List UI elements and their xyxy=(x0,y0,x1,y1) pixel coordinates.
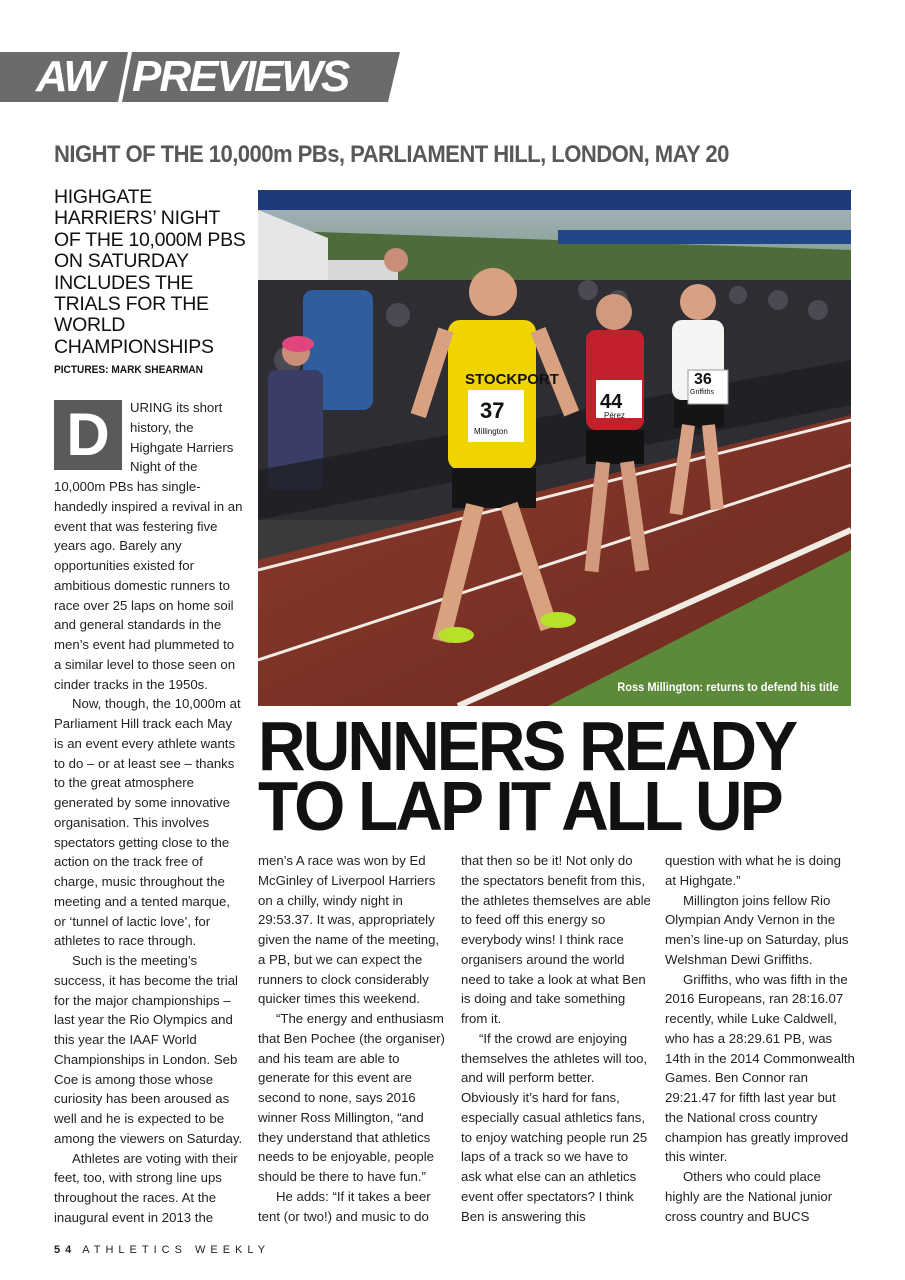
intro-paragraph xyxy=(54,398,244,694)
bib-name-leader: Millington xyxy=(474,427,508,436)
publication-name: ATHLETICS WEEKLY xyxy=(82,1244,271,1256)
body-paragraph: question with what he is doing at Highgate.” xyxy=(665,853,841,888)
section-banner xyxy=(0,52,400,102)
body-paragraph: Now, though, the 10,000m at Parliament Hill track each May is an event every athlete wants to do – or at least see – thanks to the great atmosphere generated by some innovative organisation. This involves spectators getting close to the action on the track free of charge, music throughout the meeting and a tented marque, or ‘tunnel of lactic love’, for athletes to race through. xyxy=(54,696,241,949)
headline-line-2: TO LAP IT ALL UP xyxy=(258,767,781,845)
brand-logo-text: AW xyxy=(36,52,103,101)
body-paragraph: that then so be it! Not only do the spectators benefit from this, the athletes themselves are able to feed off this energy so everybody wins! I think race organisers around the world need to take a look at what Ben is doing and take something from it. xyxy=(461,853,651,1026)
bib-number-second: 44 xyxy=(600,391,623,413)
drop-line: Highgate Harriers xyxy=(130,439,234,455)
bib-name-third: Griffiths xyxy=(690,389,714,396)
page-number: 54 xyxy=(54,1244,77,1256)
photo-credit: PICTURES: MARK SHEARMAN xyxy=(54,364,203,376)
body-paragraph: men’s A race was won by Ed McGinley of Liverpool Harriers on a chilly, windy night in 29:53.37. It was, appropriately given the name of the meeting, a PB, but we can expect the runners to clock considerably quicker times this weekend. xyxy=(258,853,440,1007)
body-paragraph: “If the crowd are enjoying themselves the athletes will too, and will perform better. Obviously it’s hard for fans, especially casual athletics fans, to enjoy watching people run 25 laps of a track so we have to ask what else can an athletics event offer spectators? I think Ben is answering this xyxy=(461,1030,648,1224)
body-paragraph: Athletes are voting with their feet, too, with strong line ups throughout the races. At the inaugural event in 2013 the xyxy=(54,1150,238,1225)
body-column-2 xyxy=(258,851,448,1226)
dropcap: D xyxy=(54,400,122,470)
photo-caption: Ross Millington: returns to defend his title xyxy=(617,680,839,694)
bib-number-leader: 37 xyxy=(480,398,505,423)
event-heading: NIGHT OF THE 10,000m PBs, PARLIAMENT HILL, LONDON, MAY 20 xyxy=(54,141,729,168)
body-column-1 xyxy=(54,398,244,1228)
intro-rest: 10,000m PBs has single-handedly inspired a revival in an event that was festering five years ago. Barely any opportunities existed for ambitious domestic runners to race over 25 laps on home soil and general standards in the men’s event had plummeted to a similar level to those seen on cinder tracks in the 1950s. xyxy=(54,479,243,692)
body-paragraph: Millington joins fellow Rio Olympian Andy Vernon in the men’s line-up on Saturday, plus Welshman Dewi Griffiths. xyxy=(665,892,849,967)
headline-line-1: RUNNERS READY xyxy=(258,707,796,785)
drop-line: Night of the xyxy=(130,459,198,475)
body-column-4 xyxy=(665,851,855,1226)
section-label: PREVIEWS xyxy=(132,52,349,101)
body-column-3 xyxy=(461,851,651,1226)
drop-line: URING its short xyxy=(130,400,223,415)
body-paragraph: Such is the meeting’s success, it has become the trial for the major championships – last year the Rio Olympics and this year the IAAF World Championships in London. Seb Coe is among those whose curiosity has been aroused as well and he is expected to be among the viewers on Saturday. xyxy=(54,953,243,1146)
standfirst: HIGHGATE HARRIERS’ NIGHT OF THE 10,000M PBS ON SATURDAY INCLUDES THE TRIALS FOR THE WORLD CHAMPIONSHIPS xyxy=(54,186,246,358)
body-paragraph: Griffiths, who was fifth in the 2016 Europeans, ran 28:16.07 recently, while Luke Caldwell, who has a 28:29.61 PB, was 14th in the 2014 Commonwealth Games. Ben Connor ran 29:21.47 for fifth last year but the National cross country champion has greatly improved this winter. xyxy=(665,971,855,1165)
body-paragraph: He adds: “If it takes a beer tent (or two!) and music to do xyxy=(258,1188,431,1224)
headline xyxy=(258,707,841,845)
page-folio xyxy=(54,1244,270,1256)
bib-club: STOCKPORT xyxy=(465,371,559,388)
body-paragraph: Others who could place highly are the National junior cross country and BUCS xyxy=(665,1169,833,1224)
bib-number-third: 36 xyxy=(694,371,712,388)
drop-line: history, the xyxy=(130,419,194,435)
bib-name-second: Pérez xyxy=(604,411,625,420)
race-illustration xyxy=(258,190,851,706)
body-paragraph: “The energy and enthusiasm that Ben Pochee (the organiser) and his team are able to generate for this event are second to none, says 2016 winner Ross Millington, “and they understand that athletics needs to be enjoyable, people should be there to have fun.” xyxy=(258,1011,445,1184)
race-photo xyxy=(258,190,851,706)
